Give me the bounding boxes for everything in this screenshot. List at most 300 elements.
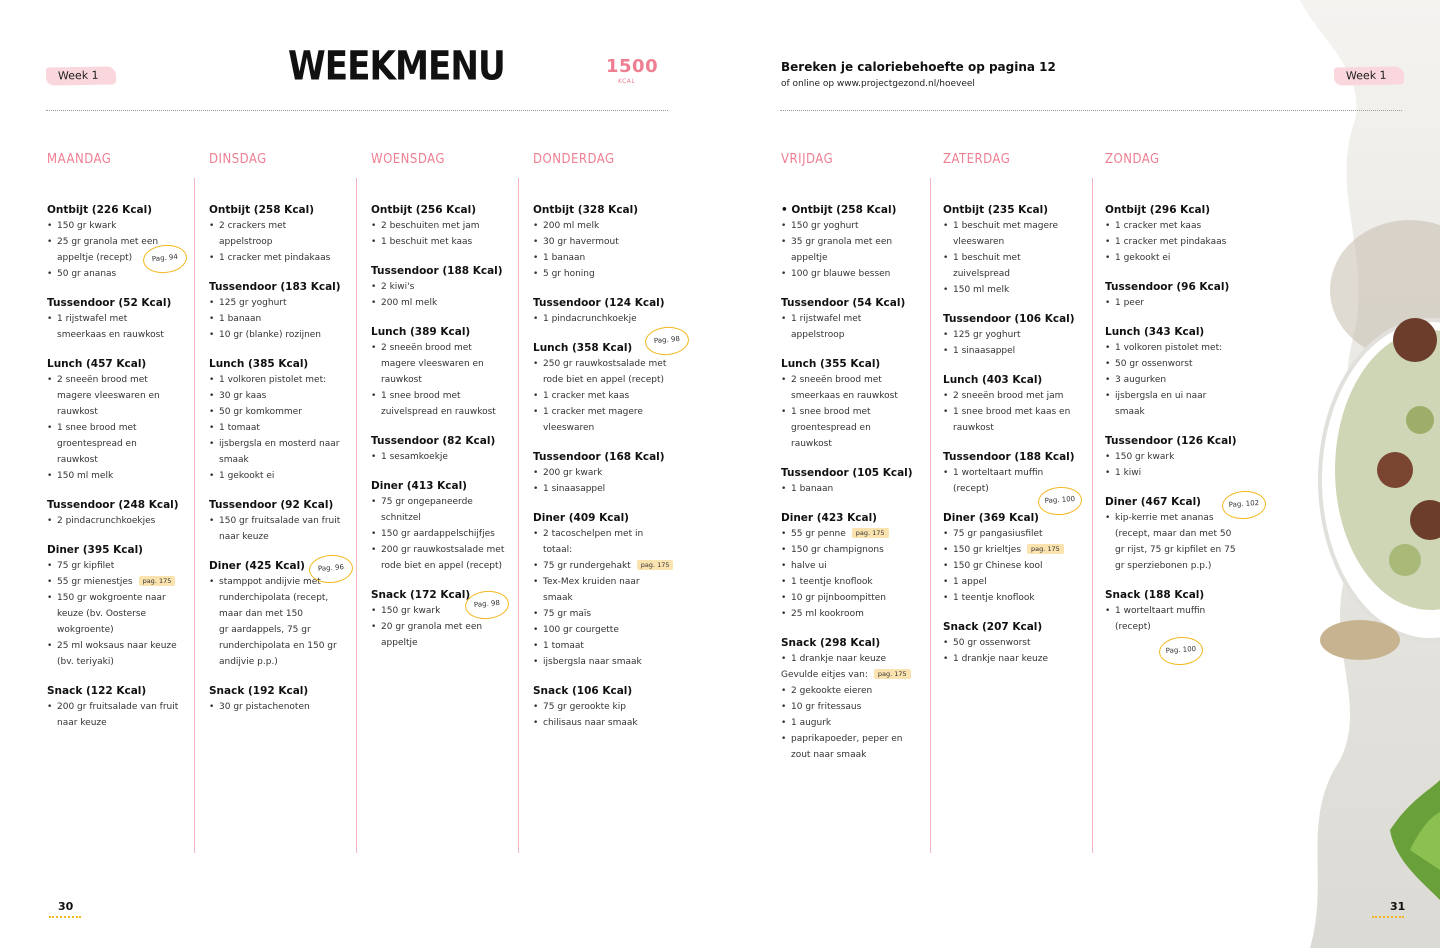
ingredient-text: 150 ml melk — [57, 471, 114, 481]
ingredient-item — [533, 372, 678, 388]
ingredient-text: 1 sesamkoekje — [381, 452, 448, 462]
ingredient-text: 1 cracker met magere — [543, 407, 643, 417]
ingredient-item — [533, 590, 678, 606]
ingredient-item — [1105, 558, 1250, 574]
ingredient-text: 150 gr kwark — [1115, 452, 1175, 462]
ingredient-text: 100 gr courgette — [543, 625, 619, 635]
ingredient-text: 30 gr pistachenoten — [219, 702, 310, 712]
ingredient-text: 75 gr pangasiusfilet — [953, 529, 1043, 539]
meal-block — [371, 433, 516, 465]
ingredient-text: 2 sneeën brood met jam — [953, 391, 1064, 401]
meal-title: Snack (122 Kcal) — [47, 685, 147, 697]
ingredient-item — [371, 372, 516, 388]
page-number-left: 30 — [58, 900, 74, 913]
ingredient-item — [533, 574, 678, 590]
ingredient-item — [209, 436, 354, 452]
ingredient-text: 150 gr wokgroente naar — [57, 593, 166, 603]
column-divider — [1092, 178, 1093, 853]
meal-title: Diner (413 Kcal) — [371, 480, 467, 492]
ingredient-text: 75 gr ongepaneerde — [381, 497, 473, 507]
ingredient-item — [47, 420, 192, 436]
meal-block — [1105, 587, 1250, 635]
meal-title: Tussendoor (82 Kcal) — [371, 435, 496, 447]
ingredient-text: 20 gr granola met een — [381, 622, 483, 632]
ingredient-item — [781, 420, 926, 436]
ingredient-item — [1105, 449, 1250, 465]
day-heading: DONDERDAG — [533, 152, 615, 167]
ingredient-item — [533, 638, 678, 654]
ingredient-item — [1105, 372, 1250, 388]
ingredient-item — [781, 667, 926, 683]
ingredient-item — [209, 404, 354, 420]
ingredient-text: 75 gr rundergehakt — [543, 561, 631, 571]
ingredient-text: 1 teentje knoflook — [953, 593, 1035, 603]
ingredient-text: magere vleeswaren en — [381, 359, 484, 369]
ingredient-text: 150 gr champignons — [791, 545, 884, 555]
ingredient-list — [209, 295, 354, 343]
ingredient-item — [781, 388, 926, 404]
ingredient-item — [371, 526, 516, 542]
ingredient-text: 50 gr ossenworst — [1115, 359, 1193, 369]
meal-title: Ontbijt (235 Kcal) — [943, 204, 1049, 216]
meal-title: Lunch (457 Kcal) — [47, 358, 147, 370]
ingredient-text: rauwkost — [381, 375, 422, 385]
ingredient-text: appelstroop — [219, 237, 273, 247]
ingredient-item — [371, 449, 516, 465]
ingredient-item — [533, 699, 678, 715]
ingredient-item — [209, 327, 354, 343]
day-column-maandag — [47, 152, 192, 744]
ingredient-text: 10 gr pijnboompitten — [791, 593, 887, 603]
ingredient-text: 1 appel — [953, 577, 987, 587]
ingredient-item — [943, 282, 1088, 298]
ingredient-item — [47, 699, 192, 715]
ingredient-list — [781, 218, 926, 282]
page-ref-tag: pag. 175 — [139, 576, 176, 586]
ingredient-item — [209, 638, 354, 654]
ingredient-text: smaak — [219, 455, 249, 465]
ingredient-item — [47, 452, 192, 468]
kcal-label: KCAL — [618, 78, 636, 85]
ingredient-item — [781, 404, 926, 420]
meal-title: Ontbijt (256 Kcal) — [371, 204, 477, 216]
ingredient-text: 10 gr fritessaus — [791, 702, 862, 712]
ingredient-text: chilisaus naar smaak — [543, 718, 638, 728]
meal-title: Lunch (343 Kcal) — [1105, 326, 1205, 338]
ingredient-text: 1 snee brood met kaas en — [953, 407, 1071, 417]
ingredient-item — [1105, 388, 1250, 404]
meal-block — [1105, 202, 1250, 266]
meal-block — [209, 683, 354, 715]
day-heading: MAANDAG — [47, 152, 112, 167]
ingredient-item — [209, 234, 354, 250]
ingredient-text: 30 gr kaas — [219, 391, 267, 401]
ingredient-text: magere vleeswaren en — [57, 391, 160, 401]
ingredient-item — [943, 266, 1088, 282]
ingredient-text: smaak — [1115, 407, 1145, 417]
ingredient-text: 25 gr granola met een — [57, 237, 159, 247]
ingredient-item — [943, 574, 1088, 590]
ingredient-item — [1105, 250, 1250, 266]
ingredient-item — [1105, 542, 1250, 558]
ingredient-text: paprikapoeder, peper en — [791, 734, 903, 744]
ingredient-text: (recept) — [1115, 622, 1151, 632]
meal-block — [533, 340, 678, 436]
page-number-dots — [49, 916, 81, 918]
ingredient-item — [533, 356, 678, 372]
ingredient-item — [209, 529, 354, 545]
ingredient-text: 1 cracker met pindakaas — [1115, 237, 1227, 247]
ingredient-list — [781, 651, 926, 763]
ingredient-text: rauwkost — [57, 407, 98, 417]
ingredient-item — [533, 542, 678, 558]
meal-block — [943, 311, 1088, 359]
meal-title: Tussendoor (106 Kcal) — [943, 313, 1075, 325]
ingredient-list — [371, 218, 516, 250]
ingredient-item — [943, 635, 1088, 651]
ingredient-text: 2 gekookte eieren — [791, 686, 873, 696]
ingredient-text: 2 kiwi's — [381, 282, 415, 292]
ingredient-text: runderchipolata (recept, — [219, 593, 329, 603]
ingredient-text: kip-kerrie met ananas — [1115, 513, 1214, 523]
ingredient-list — [47, 558, 192, 670]
page-ref-circle: Pag. 98 — [644, 325, 690, 357]
ingredient-text: 150 gr krieltjes — [953, 545, 1022, 555]
ingredient-text: stamppot andijvie met — [219, 577, 321, 587]
ingredient-text: 1 beschuit met — [953, 253, 1021, 263]
ingredient-item — [47, 513, 192, 529]
meal-block — [943, 619, 1088, 667]
day-heading: ZATERDAG — [943, 152, 1011, 167]
ingredient-text: gr aardappels, 75 gr — [219, 625, 311, 635]
ingredient-text: (bv. teriyaki) — [57, 657, 114, 667]
ingredient-item — [781, 747, 926, 763]
ingredient-text: 1 sinaasappel — [953, 346, 1016, 356]
ingredient-item — [781, 558, 926, 574]
meal-block — [533, 510, 678, 670]
page-ref-tag: pag. 175 — [852, 528, 889, 538]
ingredient-item — [781, 327, 926, 343]
ingredient-text: (recept) — [953, 484, 989, 494]
meal-title: Diner (467 Kcal) — [1105, 496, 1201, 508]
ingredient-item — [209, 372, 354, 388]
ingredient-text: 55 gr penne — [791, 529, 846, 539]
ingredient-text: 1 worteltaart muffin — [953, 468, 1044, 478]
meal-title: Tussendoor (124 Kcal) — [533, 297, 665, 309]
page-ref-circle: Pag. 98 — [464, 589, 510, 621]
ingredient-text: 150 ml melk — [953, 285, 1010, 295]
meal-block — [943, 372, 1088, 436]
meal-block — [781, 465, 926, 497]
day-column-dinsdag — [209, 152, 354, 728]
ingredient-list — [1105, 295, 1250, 311]
ingredient-text: wokgroente) — [57, 625, 114, 635]
ingredient-item — [943, 651, 1088, 667]
ingredient-item — [209, 654, 354, 670]
header-divider-left — [46, 110, 668, 111]
ingredient-text: 250 gr rauwkostsalade met — [543, 359, 667, 369]
ingredient-text: andijvie p.p.) — [219, 657, 278, 667]
meal-title: Tussendoor (52 Kcal) — [47, 297, 172, 309]
ingredient-text: 2 sneeën brood met — [791, 375, 882, 385]
ingredient-list — [1105, 340, 1250, 420]
meal-block — [371, 202, 516, 250]
ingredient-item — [781, 683, 926, 699]
ingredient-text: 125 gr yoghurt — [219, 298, 287, 308]
ingredient-list — [533, 311, 678, 327]
ingredient-text: runderchipolata en 150 gr — [219, 641, 337, 651]
ingredient-list — [781, 481, 926, 497]
ingredient-text: 1 snee brood met — [791, 407, 871, 417]
ingredient-item — [943, 558, 1088, 574]
ingredient-text: appelstroop — [791, 330, 845, 340]
ingredient-text: naar keuze — [219, 532, 269, 542]
ingredient-list — [533, 699, 678, 731]
meal-title: Ontbijt (226 Kcal) — [47, 204, 153, 216]
ingredient-list — [533, 218, 678, 282]
ingredient-item — [209, 513, 354, 529]
ingredient-text: Tex-Mex kruiden naar — [543, 577, 640, 587]
ingredient-text: appeltje — [381, 638, 418, 648]
meal-block — [1105, 433, 1250, 481]
ingredient-item — [943, 250, 1088, 266]
day-column-donderdag — [533, 152, 678, 744]
ingredient-item — [371, 494, 516, 510]
column-divider — [356, 178, 357, 853]
page-ref-circle: Pag. 102 — [1221, 489, 1267, 520]
ingredient-list — [209, 218, 354, 266]
ingredient-item — [943, 590, 1088, 606]
ingredient-item — [371, 234, 516, 250]
ingredient-text: 50 gr ananas — [57, 269, 117, 279]
page-ref-circle: Pag. 94 — [142, 243, 189, 275]
meal-title: Snack (298 Kcal) — [781, 637, 881, 649]
page-number-right: 31 — [1390, 900, 1406, 913]
ingredient-text: 200 ml melk — [543, 221, 600, 231]
meal-title: Ontbijt (328 Kcal) — [533, 204, 639, 216]
ingredient-item — [781, 234, 926, 250]
ingredient-text: 1 volkoren pistolet met: — [219, 375, 327, 385]
ingredient-text: 75 gr kipfilet — [57, 561, 115, 571]
kcal-value: 1500 — [606, 56, 659, 77]
ingredient-item — [209, 311, 354, 327]
week-label-left: Week 1 — [46, 66, 116, 85]
ingredient-text: schnitzel — [381, 513, 421, 523]
ingredient-text: halve ui — [791, 561, 827, 571]
meal-title: Tussendoor (188 Kcal) — [371, 265, 503, 277]
ingredient-text: rauwkost — [57, 455, 98, 465]
day-heading: DINSDAG — [209, 152, 267, 167]
ingredient-text: 2 sneeën brood met — [57, 375, 148, 385]
ingredient-item — [781, 481, 926, 497]
ingredient-item — [533, 622, 678, 638]
ingredient-item — [371, 510, 516, 526]
ingredient-item — [781, 542, 926, 558]
ingredient-item — [209, 420, 354, 436]
ingredient-item — [781, 372, 926, 388]
meal-block — [47, 683, 192, 731]
ingredient-list — [371, 449, 516, 465]
ingredient-item — [47, 715, 192, 731]
ingredient-item — [943, 526, 1088, 542]
ingredient-text: 30 gr havermout — [543, 237, 619, 247]
meal-title: Lunch (385 Kcal) — [209, 358, 309, 370]
column-divider — [518, 178, 519, 853]
ingredient-item — [371, 295, 516, 311]
meal-title: Diner (425 Kcal) — [209, 560, 305, 572]
meal-block — [371, 324, 516, 420]
meal-title: Tussendoor (92 Kcal) — [209, 499, 334, 511]
ingredient-text: maar dan met 150 — [219, 609, 304, 619]
ingredient-item — [1105, 356, 1250, 372]
ingredient-item — [209, 388, 354, 404]
meal-block — [209, 279, 354, 343]
ingredient-list — [371, 340, 516, 420]
ingredient-text: Gevulde eitjes van: — [781, 670, 868, 680]
meal-block — [1105, 324, 1250, 420]
ingredient-list — [943, 635, 1088, 667]
ingredient-text: smeerkaas en rauwkost — [57, 330, 164, 340]
meal-block — [1105, 279, 1250, 311]
ingredient-item — [781, 715, 926, 731]
ingredient-text: rauwkost — [791, 439, 832, 449]
ingredient-text: ijsbergsla en mosterd naar — [219, 439, 340, 449]
ingredient-text: 1 cracker met kaas — [1115, 221, 1202, 231]
ingredient-item — [371, 218, 516, 234]
ingredient-item — [533, 715, 678, 731]
ingredient-item — [371, 356, 516, 372]
ingredient-text: 1 tomaat — [219, 423, 260, 433]
day-heading: WOENSDAG — [371, 152, 445, 167]
page-ref-tag: pag. 175 — [874, 669, 911, 679]
ingredient-text: 5 gr honing — [543, 269, 595, 279]
meal-title: Snack (172 Kcal) — [371, 589, 471, 601]
calorie-calc-title: Bereken je caloriebehoefte op pagina 12 — [781, 60, 1056, 74]
ingredient-text: zout naar smaak — [791, 750, 867, 760]
calorie-calc-subtitle: of online op www.projectgezond.nl/hoeveel — [781, 79, 975, 89]
ingredient-text: 50 gr komkommer — [219, 407, 302, 417]
ingredient-item — [209, 218, 354, 234]
ingredient-item — [533, 481, 678, 497]
ingredient-item — [209, 295, 354, 311]
ingredient-text: 1 gekookt ei — [1115, 253, 1171, 263]
ingredient-text: totaal: — [543, 545, 573, 555]
ingredient-item — [1105, 603, 1250, 619]
ingredient-text: 35 gr granola met een — [791, 237, 893, 247]
ingredient-text: 2 crackers met — [219, 221, 287, 231]
ingredient-text: ijsbergsla naar smaak — [543, 657, 642, 667]
ingredient-text: smeerkaas en rauwkost — [791, 391, 898, 401]
ingredient-text: 75 gr maïs — [543, 609, 592, 619]
ingredient-text: (recept, maar dan met 50 — [1115, 529, 1232, 539]
meal-title: Diner (409 Kcal) — [533, 512, 629, 524]
meal-block — [209, 356, 354, 484]
ingredient-item — [47, 468, 192, 484]
ingredient-text: 1 banaan — [219, 314, 262, 324]
meal-block — [533, 295, 678, 327]
meal-title: Diner (423 Kcal) — [781, 512, 877, 524]
ingredient-list — [209, 574, 354, 670]
ingredient-item — [371, 542, 516, 558]
ingredient-item — [943, 343, 1088, 359]
ingredient-text: 2 tacoschelpen met in — [543, 529, 644, 539]
ingredient-text: vleeswaren — [543, 423, 595, 433]
ingredient-item — [781, 590, 926, 606]
ingredient-text: 1 rijstwafel met — [791, 314, 862, 324]
ingredient-text: 200 ml melk — [381, 298, 438, 308]
ingredient-item — [1105, 234, 1250, 250]
ingredient-item — [533, 606, 678, 622]
ingredient-item — [209, 468, 354, 484]
ingredient-item — [533, 526, 678, 542]
ingredient-text: 1 beschuit met magere — [953, 221, 1059, 231]
meal-title: Tussendoor (54 Kcal) — [781, 297, 906, 309]
ingredient-text: gr sperziebonen p.p.) — [1115, 561, 1212, 571]
ingredient-text: 150 gr yoghurt — [791, 221, 859, 231]
ingredient-list — [781, 311, 926, 343]
ingredient-text: vleeswaren — [953, 237, 1005, 247]
ingredient-item — [781, 218, 926, 234]
ingredient-item — [47, 638, 192, 654]
ingredient-text: gr rijst, 75 gr kipfilet en 75 — [1115, 545, 1236, 555]
ingredient-item — [533, 388, 678, 404]
ingredient-item — [47, 654, 192, 670]
ingredient-item — [781, 731, 926, 747]
ingredient-item — [371, 619, 516, 635]
ingredient-item — [371, 558, 516, 574]
ingredient-text: appeltje (recept) — [57, 253, 133, 263]
ingredient-text: 1 cracker met kaas — [543, 391, 630, 401]
ingredient-list — [533, 465, 678, 497]
ingredient-text: 3 augurken — [1115, 375, 1167, 385]
ingredient-text: 1 pindacrunchkoekje — [543, 314, 637, 324]
ingredient-text: 1 drankje naar keuze — [791, 654, 887, 664]
ingredient-item — [943, 404, 1088, 420]
ingredient-item — [1105, 619, 1250, 635]
meal-title: Ontbijt (258 Kcal) — [209, 204, 315, 216]
ingredient-item — [781, 436, 926, 452]
ingredient-item — [47, 574, 192, 590]
meal-block — [943, 510, 1088, 606]
ingredient-text: 50 gr ossenworst — [953, 638, 1031, 648]
ingredient-text: 200 gr fruitsalade van fruit — [57, 702, 179, 712]
ingredient-list — [47, 699, 192, 731]
ingredient-item — [47, 311, 192, 327]
meal-title: Diner (369 Kcal) — [943, 512, 1039, 524]
ingredient-item — [47, 590, 192, 606]
ingredient-item — [209, 590, 354, 606]
ingredient-text: 1 kiwi — [1115, 468, 1142, 478]
ingredient-item — [47, 327, 192, 343]
ingredient-text: 1 sinaasappel — [543, 484, 606, 494]
ingredient-item — [209, 250, 354, 266]
meal-block — [781, 635, 926, 763]
meal-title: Lunch (403 Kcal) — [943, 374, 1043, 386]
ingredient-list — [943, 388, 1088, 436]
ingredient-item — [943, 218, 1088, 234]
meal-block — [371, 478, 516, 574]
ingredient-text: 1 beschuit met kaas — [381, 237, 473, 247]
ingredient-item — [943, 327, 1088, 343]
ingredient-text: zuivelspread en rauwkost — [381, 407, 496, 417]
ingredient-item — [781, 266, 926, 282]
ingredient-item — [209, 452, 354, 468]
ingredient-list — [1105, 218, 1250, 266]
ingredient-text: 1 peer — [1115, 298, 1145, 308]
ingredient-text: 55 gr mienestjes — [57, 577, 133, 587]
meal-title: Diner (395 Kcal) — [47, 544, 143, 556]
day-heading: ZONDAG — [1105, 152, 1160, 167]
